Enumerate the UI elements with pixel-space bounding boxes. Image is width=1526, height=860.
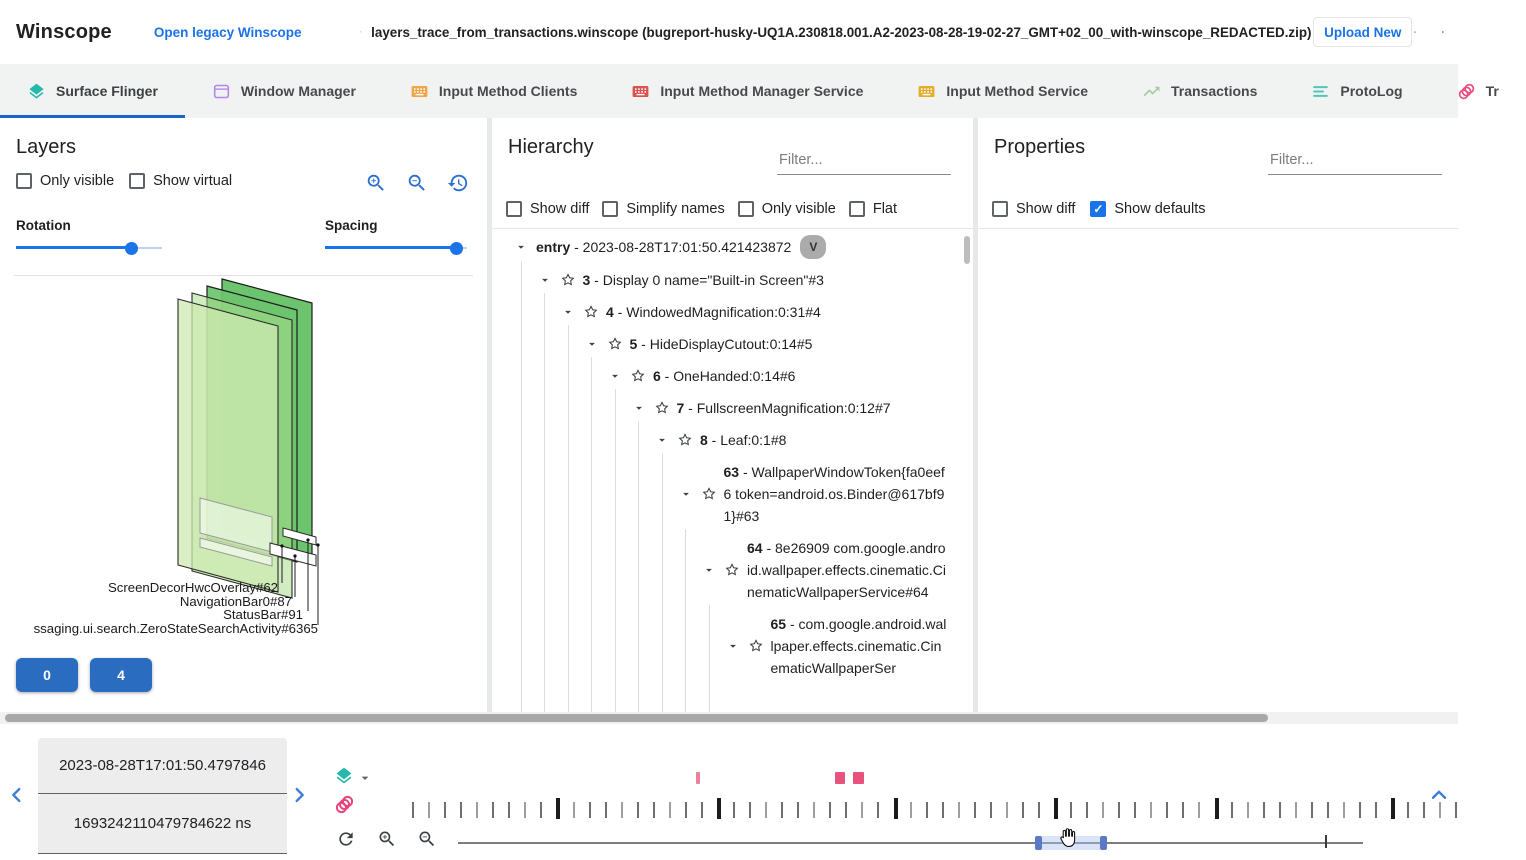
trace-file-name: layers_trace_from_transactions.winscope (bugreport-husky-UQ1A.230818.001.A2-2023-08-28-19-02-27_GMT+02_00_with-winscope_REDACTED.zip) [371, 24, 1312, 40]
tab-label: Surface Flinger [56, 83, 158, 99]
range-slider-track[interactable] [458, 842, 1363, 844]
tab-label: ProtoLog [1340, 83, 1403, 99]
timestamp-ns-input[interactable] [38, 794, 287, 854]
timeline-tick [492, 802, 494, 818]
trace-file-layers-icon [360, 22, 362, 42]
dark-mode-icon[interactable] [1442, 21, 1444, 43]
tree-node-label: 63 - WallpaperWindowToken{fa0eef6 token=android.os.Binder@617bf91}#63 [723, 464, 945, 524]
tab-transactions[interactable] [1115, 64, 1284, 118]
timeline-zoom-out-icon[interactable] [417, 829, 437, 849]
keyboard-icon [631, 82, 650, 101]
tab-label: Input Method Manager Service [660, 83, 864, 99]
timeline-tick [894, 798, 898, 819]
tree-node-label: 8 - Leaf:0:1#8 [700, 432, 787, 448]
tree-row[interactable] [492, 360, 973, 392]
timeline-tick [1263, 802, 1265, 818]
timeline-tick [1455, 802, 1457, 818]
transitions-trace-rings-icon[interactable] [334, 794, 355, 815]
tab-surface-flinger[interactable] [0, 64, 185, 118]
hand-cursor [1056, 826, 1080, 850]
tab-label: Tr [1485, 83, 1499, 99]
timestamp-human-input[interactable] [38, 738, 287, 794]
bug-report-icon[interactable] [1414, 21, 1416, 43]
layer-label: ssaging.ui.search.ZeroStateSearchActivity#6365 [33, 621, 318, 636]
indent-guide [544, 293, 545, 712]
tab-window-manager[interactable] [185, 64, 383, 118]
tree-row[interactable] [492, 424, 973, 456]
timeline-tick [637, 802, 639, 818]
tab-label: Window Manager [240, 83, 356, 99]
layer-id-buttons [16, 658, 152, 692]
expand-caret-icon[interactable] [679, 487, 693, 501]
timeline-tick [926, 802, 928, 818]
range-handle-right[interactable] [1100, 836, 1107, 850]
timeline-tick [717, 798, 721, 819]
timeline-tick [1182, 802, 1184, 818]
unchecked-checkbox-icon[interactable] [129, 173, 145, 189]
horizontal-scrollbar-thumb[interactable] [5, 714, 1268, 722]
timeline-refresh-icon[interactable] [336, 829, 356, 849]
zoom-in-icon[interactable] [365, 172, 387, 194]
timeline-tick [1231, 802, 1233, 818]
tree-row[interactable] [492, 392, 973, 424]
tree-node-label: 3 - Display 0 name="Built-in Screen"#3 [582, 272, 824, 288]
tab-label: Transactions [1170, 83, 1258, 99]
spacing-slider[interactable] [325, 218, 467, 254]
app-title: Winscope [16, 20, 112, 43]
zoom-out-icon[interactable] [406, 172, 428, 194]
tree-row[interactable] [492, 456, 973, 532]
layer-id-button-4[interactable]: 4 [90, 658, 152, 692]
previous-entry-button[interactable] [6, 784, 28, 806]
trend-icon [1142, 82, 1161, 101]
timeline-tick [1375, 802, 1377, 818]
timeline-tick [974, 802, 976, 818]
timeline-zoom-in-icon[interactable] [377, 829, 397, 849]
indent-guide [662, 453, 663, 712]
checkbox-flat[interactable] [849, 201, 897, 217]
star-icon[interactable] [560, 272, 576, 288]
timeline-tick [942, 802, 944, 818]
timeline-tick [1198, 802, 1200, 818]
expand-caret-icon[interactable] [632, 401, 646, 415]
range-handle-left[interactable] [1035, 836, 1042, 850]
timeline-tick [749, 802, 751, 818]
indent-guide [638, 421, 639, 712]
hierarchy-tree [492, 230, 973, 712]
transition-mark [696, 772, 700, 784]
slider-track[interactable] [325, 242, 467, 254]
tree-node-label: 7 - FullscreenMagnification:0:12#7 [676, 400, 891, 416]
tab-protolog[interactable] [1284, 64, 1429, 118]
timeline-tick [1247, 802, 1249, 818]
tab-label: Input Method Service [946, 83, 1088, 99]
tab-input-method-manager-service[interactable] [604, 64, 890, 118]
tree-row[interactable] [492, 328, 973, 360]
layers-panel-title: Layers [16, 136, 77, 158]
trace-dropdown-caret-icon[interactable] [357, 770, 373, 786]
star-icon[interactable] [701, 486, 717, 502]
tab-tr[interactable] [1430, 64, 1526, 118]
tree-node-label: 6 - OneHanded:0:14#6 [653, 368, 796, 384]
hierarchy-filter-input[interactable] [777, 148, 951, 175]
unchecked-checkbox-icon[interactable] [506, 201, 522, 217]
main-area [0, 118, 1458, 712]
checkbox-simplify-names[interactable] [602, 201, 724, 217]
checkbox-label: Only visible [40, 173, 115, 189]
star-icon[interactable] [748, 638, 764, 654]
tab-input-method-clients[interactable] [383, 64, 604, 118]
indent-guide [568, 325, 569, 712]
timeline-tick [621, 802, 623, 818]
properties-panel [978, 118, 1458, 712]
slider-thumb[interactable] [125, 242, 138, 255]
active-trace-layers-icon[interactable] [334, 766, 354, 786]
timeline-bar [0, 724, 1458, 860]
timeline-tick [1134, 802, 1136, 818]
timeline-tick [1102, 802, 1104, 818]
checkbox-label: Flat [872, 201, 898, 217]
timeline-tick [877, 802, 879, 818]
layer-label: StatusBar#91 [223, 607, 303, 622]
transition-mark [835, 772, 845, 784]
timeline-tick [781, 802, 783, 818]
timeline-tick [1327, 802, 1329, 818]
layers-3d-canvas[interactable] [0, 275, 487, 661]
expand-caret-icon[interactable] [608, 369, 622, 383]
layers-3d-view [0, 275, 487, 661]
tab-label: Input Method Clients [438, 83, 578, 99]
timeline-tick [1391, 798, 1395, 819]
timeline-tick [589, 802, 591, 818]
indent-guide [591, 357, 592, 712]
properties-filter-input[interactable] [1268, 148, 1442, 175]
tab-input-method-service[interactable] [890, 64, 1115, 118]
timeline-tick [701, 802, 703, 818]
tree-node-label: entry - 2023-08-28T17:01:50.421423872 V [536, 235, 826, 259]
indent-guide [685, 529, 686, 712]
timeline-tick [829, 802, 831, 818]
properties-checkboxes [992, 201, 1205, 217]
slider-thumb[interactable] [450, 242, 463, 255]
layer-label: ScreenDecorHwcOverlay#62 [107, 580, 278, 595]
open-legacy-link[interactable]: Open legacy Winscope [153, 24, 302, 40]
expand-caret-icon[interactable] [702, 563, 716, 577]
tree-row[interactable] [492, 296, 973, 328]
hierarchy-checkboxes [506, 201, 897, 217]
timeline-tick [476, 802, 478, 818]
timeline-tick [685, 802, 687, 818]
timeline-tick [524, 802, 526, 818]
layers-checkboxes [16, 173, 232, 189]
window-icon [212, 82, 231, 101]
star-icon[interactable] [654, 400, 670, 416]
expand-caret-icon[interactable] [726, 639, 740, 653]
horizontal-scrollbar[interactable] [0, 712, 1458, 724]
star-icon[interactable] [724, 562, 740, 578]
slider-label: Spacing [325, 218, 378, 233]
indent-guide [709, 605, 710, 712]
expand-caret-icon[interactable] [538, 273, 552, 287]
checkbox-label: Only visible [761, 201, 836, 217]
timeline-tick [813, 802, 815, 818]
timeline-tick [573, 802, 575, 818]
timeline-tick [1407, 802, 1409, 818]
keyboard-icon [917, 82, 936, 101]
transition-mark [853, 772, 864, 784]
timeline-tick [1166, 802, 1168, 818]
timeline-tick [1086, 802, 1088, 818]
timeline-tick [845, 802, 847, 818]
keyboard-icon [410, 82, 429, 101]
indent-guide [521, 261, 522, 712]
timeline-tick [556, 798, 560, 819]
checkbox-label: Show defaults [1114, 201, 1206, 217]
checkbox-show-diff[interactable] [992, 201, 1075, 217]
timeline-tick [1359, 802, 1361, 818]
tree-node-label: 65 - com.google.android.wallpaper.effects.cinematic.CinematicWallpaperSer [770, 616, 947, 676]
range-pointer-tick [1325, 835, 1327, 848]
canvas-divider [14, 275, 473, 276]
timeline-tick [910, 802, 912, 818]
timeline-tick [1006, 802, 1008, 818]
star-icon[interactable] [607, 336, 623, 352]
timeline-tick [765, 802, 767, 818]
checkbox-show-virtual[interactable] [129, 173, 232, 189]
timeline-tick [990, 802, 992, 818]
timeline-tick [733, 802, 735, 818]
star-icon[interactable] [630, 368, 646, 384]
visibility-chip: V [800, 235, 826, 259]
tree-row[interactable] [492, 532, 973, 608]
unchecked-checkbox-icon[interactable] [738, 201, 754, 217]
checkbox-label: Simplify names [626, 201, 725, 217]
expand-caret-icon[interactable] [561, 305, 575, 319]
timeline-tick [1343, 802, 1345, 818]
timeline-tick [797, 802, 799, 818]
tree-row[interactable] [492, 264, 973, 296]
app-header [0, 0, 1458, 64]
expand-caret-icon[interactable] [655, 433, 669, 447]
timeline-tick [1311, 802, 1313, 818]
hierarchy-panel-title: Hierarchy [508, 136, 594, 158]
timeline-tick [1150, 802, 1152, 818]
timeline-tick [508, 802, 510, 818]
timeline-tick [1070, 802, 1072, 818]
timeline-tick [1054, 798, 1058, 819]
next-entry-button[interactable] [288, 784, 310, 806]
timeline-tick [540, 802, 542, 818]
layers-panel [0, 118, 487, 712]
timeline-tick [1279, 802, 1281, 818]
checkbox-show-diff[interactable] [506, 201, 589, 217]
layer-id-button-0[interactable]: 0 [16, 658, 78, 692]
properties-panel-title: Properties [994, 136, 1086, 158]
timeline-tick [669, 802, 671, 818]
star-icon[interactable] [677, 432, 693, 448]
slider-label: Rotation [16, 218, 71, 233]
timeline-tick [1022, 802, 1024, 818]
unchecked-checkbox-icon[interactable] [992, 201, 1008, 217]
upload-new-button[interactable]: Upload New [1313, 17, 1412, 47]
timeline-tick [1038, 802, 1040, 818]
tree-row[interactable] [492, 608, 973, 684]
unchecked-checkbox-icon[interactable] [16, 173, 32, 189]
trace-tabbar [0, 64, 1499, 119]
tree-node-label: 5 - HideDisplayCutout:0:14#5 [629, 336, 813, 352]
unchecked-checkbox-icon[interactable] [849, 201, 865, 217]
checkbox-label: Show diff [1016, 201, 1076, 217]
layers-icon [27, 82, 46, 101]
divider [978, 228, 1458, 229]
timeline-tick [428, 802, 430, 818]
checkbox-show-defaults[interactable] [1090, 201, 1205, 217]
timeline-tick [861, 802, 863, 818]
tree-row[interactable] [492, 230, 973, 264]
expand-caret-icon[interactable] [585, 337, 599, 351]
star-icon[interactable] [583, 304, 599, 320]
divider [492, 228, 973, 229]
timeline-tick [1215, 798, 1219, 819]
timeline-tick [460, 802, 462, 818]
tree-node-label: 4 - WindowedMagnification:0:31#4 [606, 304, 821, 320]
timeline-tick [958, 802, 960, 818]
layer-label: NavigationBar0#87 [179, 594, 292, 609]
timeline-tick [1295, 802, 1297, 818]
checkbox-label: Show virtual [153, 173, 233, 189]
timeline-tick [1423, 802, 1425, 818]
rings-icon [1457, 82, 1476, 101]
timeline-tick [1118, 802, 1120, 818]
timeline-tick [653, 802, 655, 818]
collapse-timeline-button[interactable] [1428, 784, 1450, 806]
tree-node-label: 64 - 8e26909 com.google.android.wallpaper.effects.cinematic.CinematicWallpaperService#64 [747, 540, 946, 600]
timeline-tick [412, 802, 414, 818]
checked-checkbox-icon[interactable]: ✓ [1090, 201, 1106, 217]
indent-guide [615, 389, 616, 712]
slider-track[interactable] [16, 242, 162, 254]
history-icon[interactable] [447, 172, 469, 194]
timeline-tick [444, 802, 446, 818]
expand-caret-icon[interactable] [514, 240, 528, 254]
rotation-slider[interactable] [16, 218, 162, 254]
timeline-tick [605, 802, 607, 818]
checkbox-only-visible[interactable] [16, 173, 114, 189]
checkbox-label: Show diff [530, 201, 590, 217]
unchecked-checkbox-icon[interactable] [602, 201, 618, 217]
checkbox-only-visible[interactable] [738, 201, 836, 217]
layers-tools [365, 172, 469, 194]
hierarchy-panel [492, 118, 973, 712]
list-icon [1311, 82, 1330, 101]
